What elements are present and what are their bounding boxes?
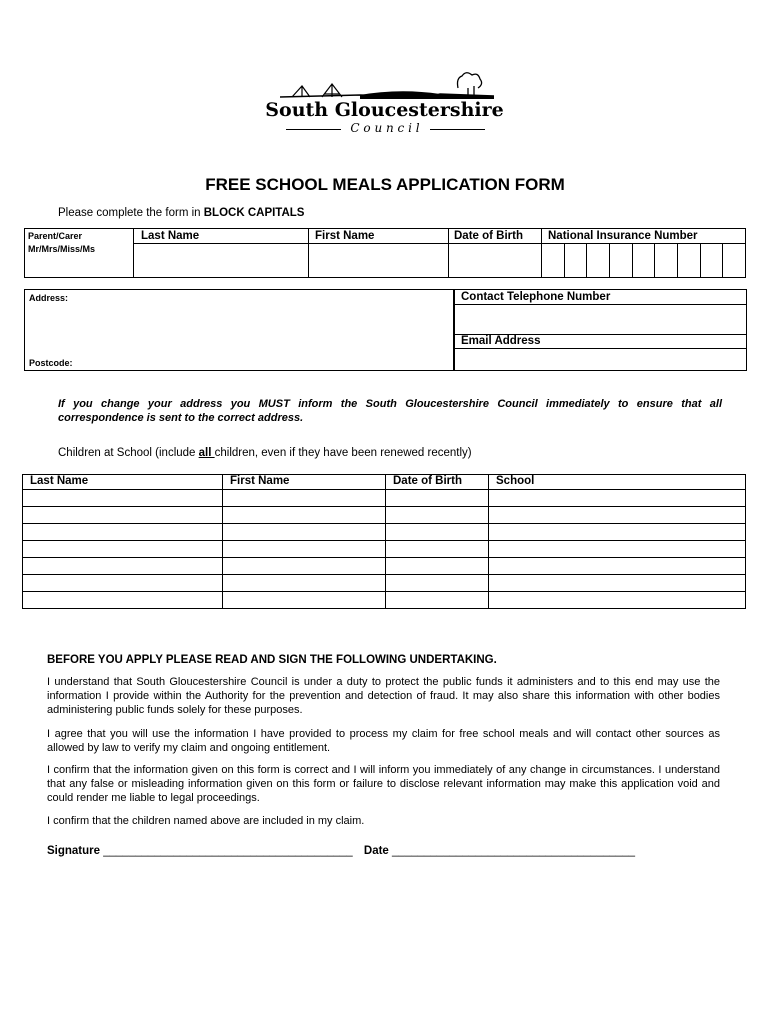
parent-carer-label: Parent/Carer <box>28 231 83 241</box>
ni-box[interactable] <box>587 244 610 277</box>
col-last-name: Last Name <box>23 475 223 490</box>
date-line[interactable]: ______________________________________ <box>392 845 636 857</box>
cell[interactable] <box>223 490 386 507</box>
cell[interactable] <box>489 592 746 609</box>
undertaking-para-1: I understand that South Gloucestershire Council is under a duty to protect the public funds it administers and to this end may use the information I provide within the Authority for the prevention and detection of fraud. It may also share this information with other bodies administering public funds solely for these purposes. <box>47 676 720 716</box>
ni-box[interactable] <box>610 244 633 277</box>
cell[interactable] <box>23 558 223 575</box>
signature-row <box>47 845 635 857</box>
ni-boxes <box>542 244 745 277</box>
instruction-text: Please complete the form in <box>58 207 201 219</box>
cell[interactable] <box>386 507 489 524</box>
col-first-name: First Name <box>223 475 386 490</box>
ni-cell[interactable] <box>542 229 746 278</box>
cell[interactable] <box>386 490 489 507</box>
email-label: Email Address <box>461 335 541 347</box>
cell[interactable] <box>386 592 489 609</box>
cell[interactable] <box>489 524 746 541</box>
signature-line[interactable]: _______________________________________ <box>103 845 353 857</box>
page-title: FREE SCHOOL MEALS APPLICATION FORM <box>205 175 565 194</box>
date-label: Date <box>363 845 389 857</box>
cell[interactable] <box>23 541 223 558</box>
undertaking-para-3: I confirm that the information given on this form is correct and I will inform you immediately of any change in circumstances. I understand that any false or misleading information given on this form or failure to disclose relevant information may make this application void and could render me liable to legal proceedings. <box>47 764 720 804</box>
table-row <box>23 490 746 507</box>
title-options-label: Mr/Mrs/Miss/Ms <box>28 244 96 254</box>
parent-table <box>24 228 746 278</box>
signature-label: Signature <box>47 845 101 857</box>
first-name-label: First Name <box>309 229 448 244</box>
logo-rule-right <box>430 129 485 130</box>
contact-box <box>454 289 747 371</box>
table-row <box>23 575 746 592</box>
cell[interactable] <box>23 490 223 507</box>
address-label: Address: <box>29 293 69 303</box>
cell[interactable] <box>489 575 746 592</box>
cell[interactable] <box>489 541 746 558</box>
phone-label: Contact Telephone Number <box>461 291 611 303</box>
last-name-label: Last Name <box>134 229 308 244</box>
cell[interactable] <box>386 575 489 592</box>
undertaking-para-4: I confirm that the children named above are included in my claim. <box>47 815 365 827</box>
dob-cell[interactable] <box>449 229 542 278</box>
cell[interactable] <box>223 541 386 558</box>
cell[interactable] <box>489 558 746 575</box>
org-name: South Gloucestershire <box>265 99 504 121</box>
instruction-emphasis: BLOCK CAPITALS <box>203 207 305 219</box>
logo-rule-left <box>286 129 341 130</box>
phone-field[interactable] <box>455 304 746 335</box>
ni-box[interactable] <box>565 244 588 277</box>
table-row <box>23 524 746 541</box>
cell[interactable] <box>223 507 386 524</box>
org-subname: C o u n c i l <box>350 121 420 135</box>
cell[interactable] <box>386 524 489 541</box>
ni-box[interactable] <box>542 244 565 277</box>
cell[interactable] <box>223 558 386 575</box>
cell[interactable] <box>489 507 746 524</box>
table-row <box>23 558 746 575</box>
ni-box[interactable] <box>723 244 745 277</box>
cell[interactable] <box>223 592 386 609</box>
last-name-cell[interactable] <box>134 229 309 278</box>
col-dob: Date of Birth <box>386 475 489 490</box>
children-intro-text: Children at School (include <box>58 447 199 459</box>
undertaking-para-2: I agree that you will use the information I have provided to process my claim for free school meals and will contact other sources as allowed by law to verify my claim and ongoing entitlement. <box>47 728 720 754</box>
col-school: School <box>489 475 746 490</box>
cell[interactable] <box>23 592 223 609</box>
title-cell <box>25 229 134 278</box>
ni-box[interactable] <box>701 244 724 277</box>
cell[interactable] <box>223 575 386 592</box>
children-header-row <box>23 475 746 490</box>
cell[interactable] <box>23 575 223 592</box>
table-row <box>23 507 746 524</box>
first-name-cell[interactable] <box>309 229 449 278</box>
undertaking-heading: BEFORE YOU APPLY PLEASE READ AND SIGN THE FOLLOWING UNDERTAKING. <box>47 654 497 666</box>
cell[interactable] <box>23 524 223 541</box>
email-field[interactable] <box>455 348 746 370</box>
cell[interactable] <box>23 507 223 524</box>
children-intro <box>58 447 472 459</box>
table-row <box>23 541 746 558</box>
ni-label: National Insurance Number <box>542 229 745 244</box>
instruction <box>58 207 304 219</box>
address-box[interactable] <box>24 289 454 371</box>
cell[interactable] <box>223 524 386 541</box>
table-row <box>23 592 746 609</box>
children-intro-emphasis: all <box>198 447 215 459</box>
dob-label: Date of Birth <box>449 229 541 244</box>
cell[interactable] <box>386 541 489 558</box>
cell[interactable] <box>386 558 489 575</box>
cell[interactable] <box>489 490 746 507</box>
bridge-trees-icon <box>280 66 495 100</box>
postcode-label: Postcode: <box>29 358 73 368</box>
children-intro-suffix: children, even if they have been renewed recently) <box>214 447 472 459</box>
ni-box[interactable] <box>678 244 701 277</box>
ni-box[interactable] <box>633 244 656 277</box>
ni-box[interactable] <box>655 244 678 277</box>
council-logo <box>262 66 507 136</box>
address-warning: If you change your address you MUST inform the South Gloucestershire Council immediately to ensure that all correspondence is sent to the correct address. <box>58 398 722 424</box>
children-table <box>22 474 746 609</box>
